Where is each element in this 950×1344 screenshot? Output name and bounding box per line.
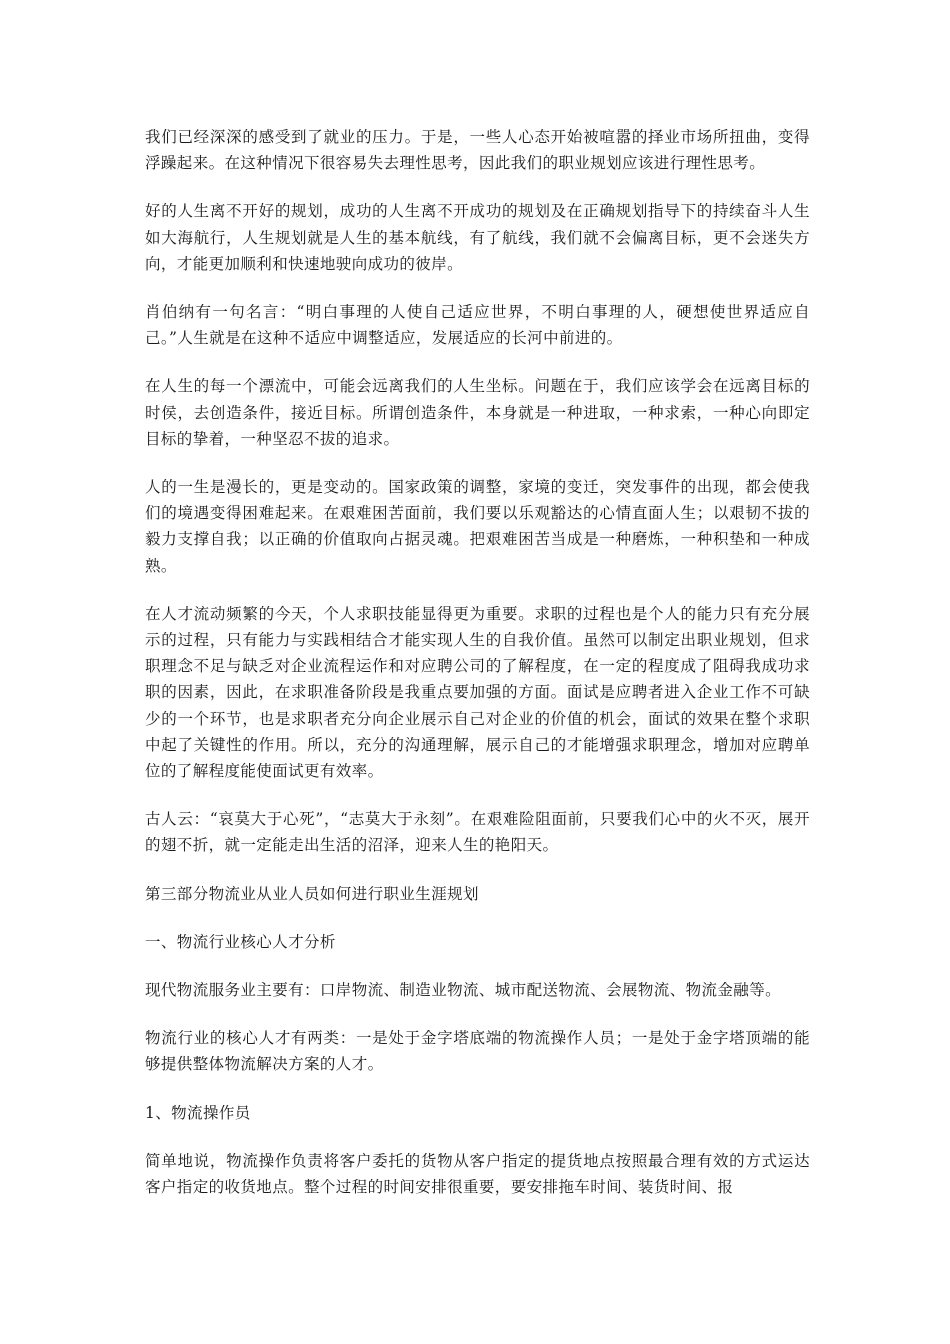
paragraph: 好的人生离不开好的规划，成功的人生离不开成功的规划及在正确规划指导下的持续奋斗人生如大海航行，人生规划就是人生的基本航线，有了航线，我们就不会偏离目标，更不会迷失方向，才能更加顺利和快速地驶向成功的彼岸。 <box>145 202 810 273</box>
paragraph: 我们已经深深的感受到了就业的压力。于是，一些人心态开始被喧嚣的择业市场所扭曲，变得浮躁起来。在这种情况下很容易失去理性思考，因此我们的职业规划应该进行理性思考。 <box>145 128 810 173</box>
document-body <box>145 124 810 1222</box>
item-heading: 1、物流操作员 <box>145 1103 251 1122</box>
paragraph: 在人才流动频繁的今天，个人求职技能显得更为重要。求职的过程也是个人的能力只有充分展示的过程，只有能力与实践相结合才能实现人生的自我价值。虽然可以制定出职业规划，但求职理念不足与缺乏对企业流程运作和对应聘公司的了解程度，在一定的程度成了阻碍我成功求职的因素，因此，在求职准备阶段是我重点要加强的方面。面试是应聘者进入企业工作不可缺少的一个环节，也是求职者充分向企业展示自己对企业的价值的机会，面试的效果在整个求职中起了关键性的作用。所以，充分的沟通理解，展示自己的才能增强求职理念，增加对应聘单位的了解程度能使面试更有效率。 <box>145 604 810 781</box>
paragraph: 简单地说，物流操作负责将客户委托的货物从客户指定的提货地点按照最合理有效的方式运达客户指定的收货地点。整个过程的时间安排很重要，要安排拖车时间、装货时间、报 <box>145 1151 810 1197</box>
paragraph: 人的一生是漫长的，更是变动的。国家政策的调整，家境的变迁，突发事件的出现，都会使我们的境遇变得困难起来。在艰难困苦面前，我们要以乐观豁达的心情直面人生；以艰韧不拔的毅力支撑自我；以正确的价值取向占据灵魂。把艰难困苦当成是一种磨炼，一种积垫和一种成熟。 <box>145 478 810 575</box>
paragraph: 物流行业的核心人才有两类：一是处于金字塔底端的物流操作人员；一是处于金字塔顶端的能够提供整体物流解决方案的人才。 <box>145 1029 810 1074</box>
section-heading: 第三部分物流业从业人员如何进行职业生涯规划 <box>145 884 479 903</box>
paragraph: 古人云：“哀莫大于心死”，“志莫大于永刻”。在艰难险阻面前，只要我们心中的火不灭，展开的翅不折，就一定能走出生活的沼泽，迎来人生的艳阳天。 <box>145 810 810 855</box>
paragraph: 在人生的每一个漂流中，可能会远离我们的人生坐标。问题在于，我们应该学会在远离目标的时侯，去创造条件，接近目标。所谓创造条件，本身就是一种进取，一种求索，一种心向即定目标的挚着，一种坚忍不拔的追求。 <box>145 377 810 448</box>
subsection-heading: 一、物流行业核心人才分析 <box>145 932 336 951</box>
paragraph: 现代物流服务业主要有：口岸物流、制造业物流、城市配送物流、会展物流、物流金融等。 <box>145 981 782 1000</box>
paragraph: 肖伯纳有一句名言：“明白事理的人使自己适应世界，不明白事理的人，硬想使世界适应自己。”人生就是在这种不适应中调整适应，发展适应的长河中前进的。 <box>145 303 810 348</box>
